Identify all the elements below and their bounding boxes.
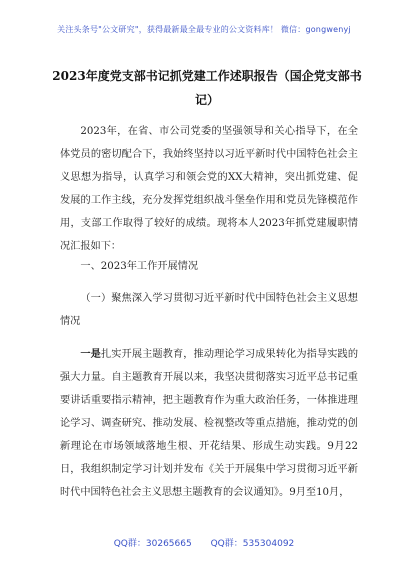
body-paragraph: [60, 343, 358, 504]
section-heading: 一、2023年工作开展情况: [80, 261, 199, 272]
footer-qq-group-2: QQ群：535304092: [210, 539, 295, 549]
document-title: 2023年度党支部书记抓党建工作述职报告（国企党支部书记）: [52, 69, 362, 107]
intro-paragraph: 2023年，在省、市公司党委的坚强领导和关心指导下，在全体党员的密切配合下，我始终坚持以习近平新时代中国特色社会主义思想为指导，认真学习和领会党的XX大精神，突出抓党建、促发展的工作主线，充分发挥党组织战斗堡垒作用和党员先锋模范作用，支部工作取得了较好的成绩。现将本人2023年抓党建履职情况汇报如下：: [60, 126, 358, 252]
body-lead: 一是: [80, 348, 101, 360]
header-banner: 关注头条号"公文研究"，获得最新最全最专业的公文资料库！ 微信：gongwenyj: [57, 25, 351, 34]
footer-qq-group-1: QQ群：30265665: [113, 539, 192, 549]
footer: [0, 536, 408, 549]
body-text: 扎实开展主题教育，推动理论学习成果转化为指导实践的强大力量。自主题教育开展以来，我坚决贯彻落实习近平总书记重要讲话重要指示精神，把主题教育作为重大政治任务，一体推进理论学习、调查研究、推动发展、检视整改等重点措施，推动党的创新理论在市场领域落地生根、开花结果、形成生动实践。9月22日，我组织制定学习计划并发布《关于开展集中学习贯彻习近平新时代中国特色社会主义思想主题教育的会议通知》。9月至10月，: [60, 349, 359, 498]
subsection-heading: （一）聚焦深入学习贯彻习近平新时代中国特色社会主义思想情况: [60, 293, 358, 327]
